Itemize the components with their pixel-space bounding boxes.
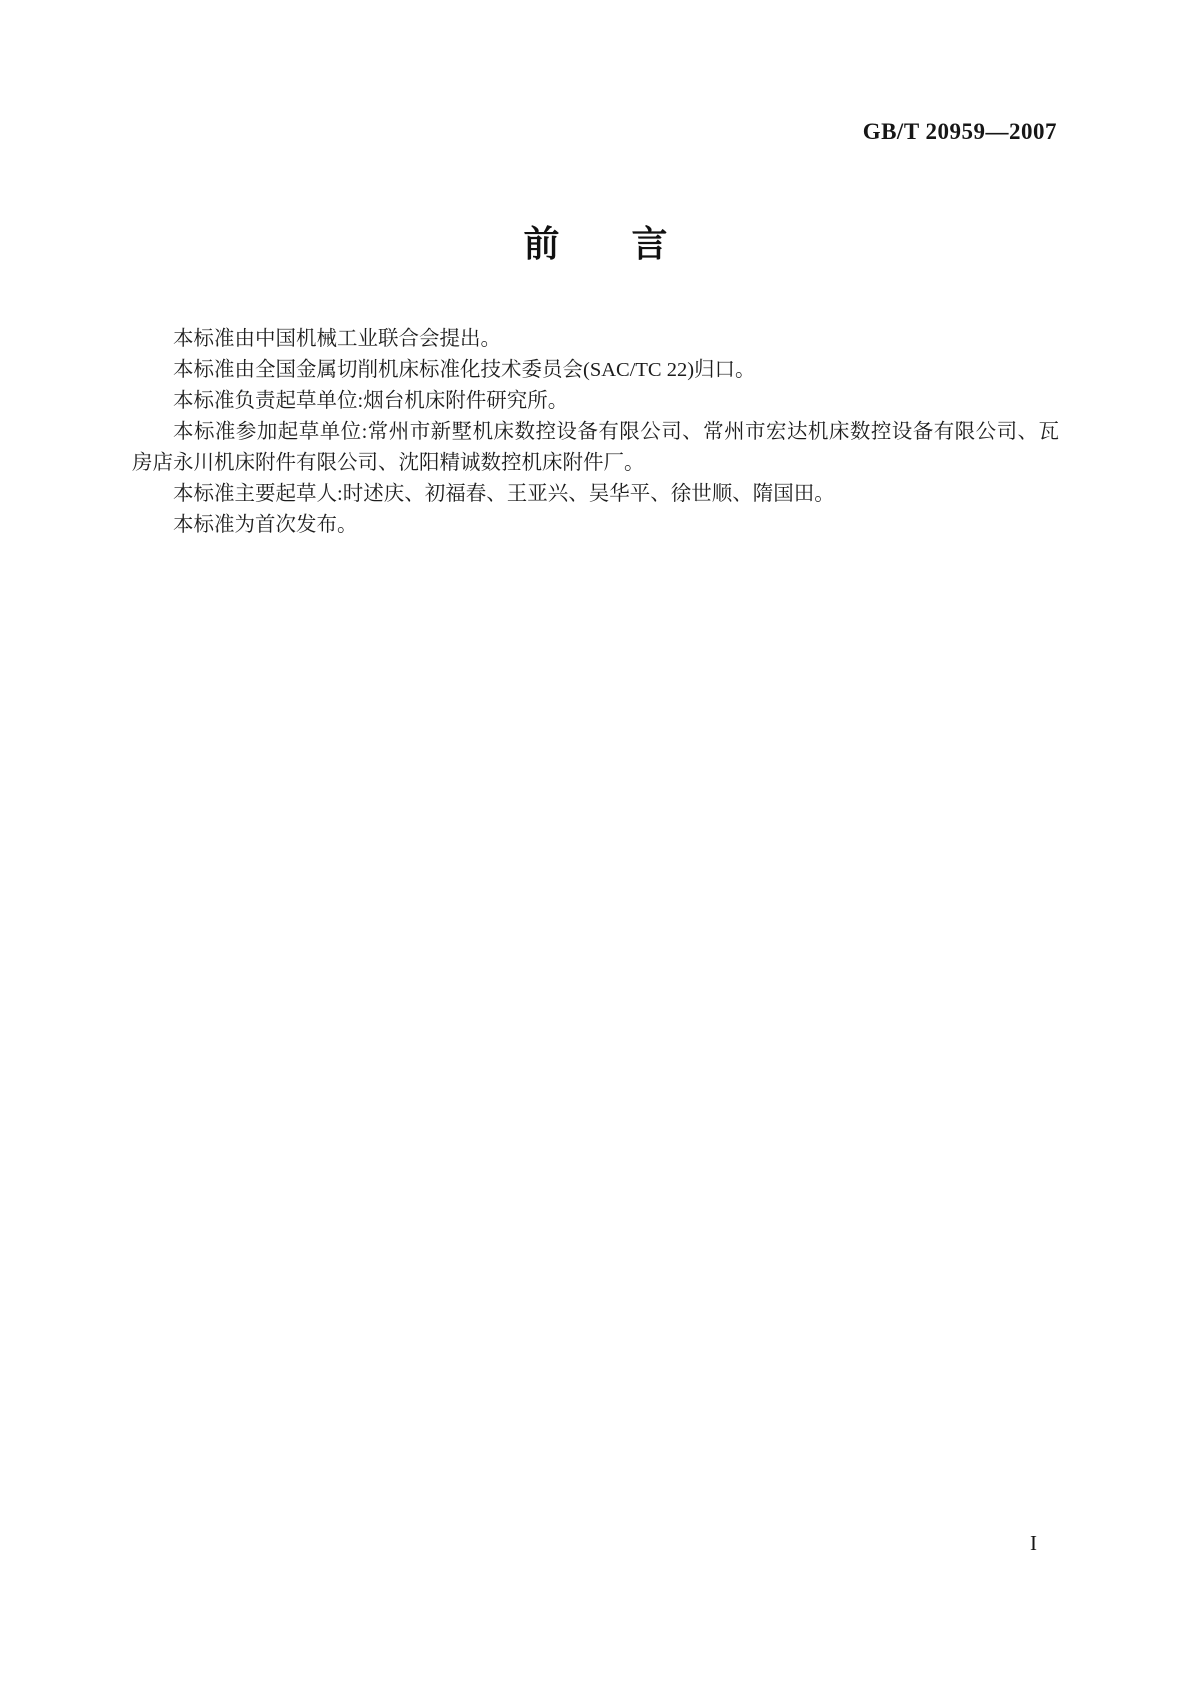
paragraph-chief-drafters: 本标准主要起草人:时述庆、初福春、王亚兴、吴华平、徐世顺、隋国田。 [173, 483, 835, 505]
paragraph-chief-drafting-unit: 本标准负责起草单位:烟台机床附件研究所。 [173, 390, 569, 412]
page-title: 前 言 [523, 223, 668, 264]
page-number: I [1030, 1531, 1037, 1555]
paragraph-centralized-by: 本标准由全国金属切削机床标准化技术委员会(SAC/TC 22)归口。 [173, 359, 756, 381]
foreword-body [132, 324, 1059, 541]
paragraph-participating-drafting-units: 本标准参加起草单位:常州市新墅机床数控设备有限公司、常州市宏达机床数控设备有限公司、瓦房店永川机床附件有限公司、沈阳精诚数控机床附件厂。 [132, 421, 1059, 474]
paragraph-proposed-by: 本标准由中国机械工业联合会提出。 [173, 328, 501, 350]
standard-number: GB/T 20959—2007 [862, 119, 1057, 144]
paragraph-first-issue: 本标准为首次发布。 [173, 514, 358, 536]
